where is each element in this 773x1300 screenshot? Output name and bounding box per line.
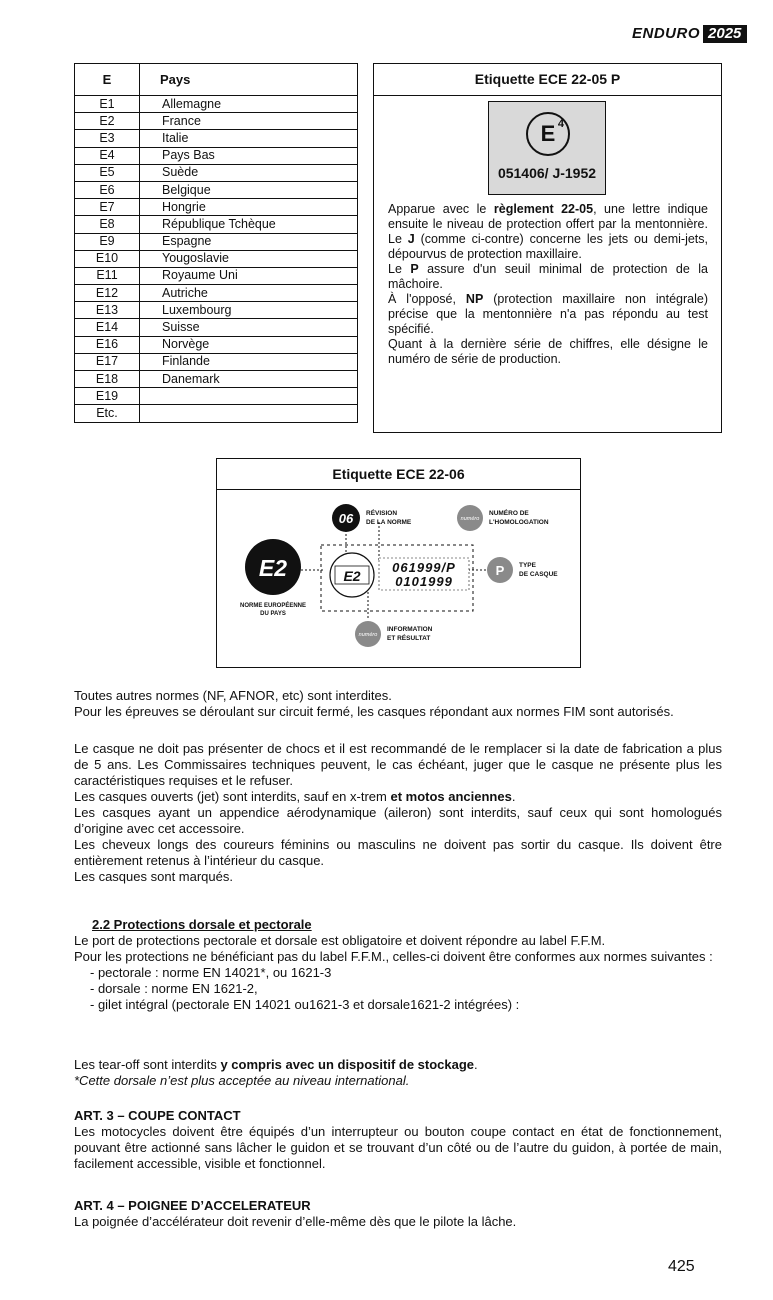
cell-code: E5 (75, 164, 140, 181)
text-run: assure d'un seuil minimal de protection de la mâchoire. (388, 262, 708, 291)
table-header-code: E (75, 64, 140, 96)
cell-country: Yougoslavie (140, 250, 358, 267)
text-run: À l'opposé, (388, 292, 466, 306)
text-line: Les cheveux longs des coureurs féminins ou masculins ne doivent pas sortir du casque. Ils doivent être entièrement retenus à l’intérieur du casque. (74, 837, 722, 868)
text-run: , une lettre indique ensuite le niveau de protection offert par la mentonnière. Le (388, 202, 709, 246)
cell-code: E9 (75, 233, 140, 250)
footnote: *Cette dorsale n’est plus acceptée au niveau international. (74, 1073, 410, 1088)
type-caption-2: DE CASQUE (519, 571, 558, 578)
country-code-table (74, 63, 358, 423)
cell-code: E14 (75, 319, 140, 336)
section-2-2 (74, 917, 722, 1013)
cell-code: E2 (75, 113, 140, 130)
text-line: Les casques sont marqués. (74, 869, 233, 884)
revision-badge-text: 06 (338, 511, 354, 526)
information-caption-1: INFORMATION (387, 626, 433, 633)
table-row (75, 388, 358, 405)
cell-country: Luxembourg (140, 302, 358, 319)
desc-paragraph (388, 262, 708, 292)
homologation-caption-2: L'HOMOLOGATION (489, 519, 549, 526)
cell-country: Allemagne (140, 96, 358, 113)
list-item: - dorsale : norme EN 1621-2, (90, 981, 258, 996)
text-run: Les tear-off sont interdits (74, 1057, 221, 1072)
table-row (75, 164, 358, 181)
approval-circle (526, 112, 570, 156)
text-line (74, 1057, 722, 1073)
text-run-bold: règlement 22-05 (493, 202, 594, 216)
cell-country (140, 388, 358, 405)
ece-2205-box (373, 63, 722, 433)
cell-code: E1 (75, 96, 140, 113)
text-run-bold: et motos anciennes (390, 789, 512, 804)
table-row (75, 96, 358, 113)
list-item: - pectorale : norme EN 14021*, ou 1621-3 (90, 965, 332, 980)
table-row (75, 199, 358, 216)
cell-code: E18 (75, 371, 140, 388)
cell-country: Belgique (140, 181, 358, 198)
cell-code: E3 (75, 130, 140, 147)
table-row (75, 216, 358, 233)
ece-2206-box (216, 458, 581, 668)
homologation-badge-text: numéro (460, 516, 480, 522)
paragraph-helmet-rules (74, 741, 722, 885)
text-run-bold: J (407, 232, 415, 246)
text-line (74, 789, 722, 805)
desc-paragraph (388, 292, 708, 337)
text-line: Le casque ne doit pas présenter de chocs et il est recommandé de le remplacer si la date de fabrication a plus de 5 ans. Les Commissaires techniques peuvent, le cas échéant, juger que le casque ne présente plus les caractéristiques requises et le refuser. (74, 741, 722, 788)
cell-country: Pays Bas (140, 147, 358, 164)
table-row (75, 233, 358, 250)
text-line: Le port de protections pectorale et dorsale est obligatoire et doivent répondre au label F.F.M. (74, 933, 606, 948)
list-item: - gilet intégral (pectorale EN 14021 ou1621-3 et dorsale1621-2 intégrées) : (90, 997, 520, 1012)
page-number: 425 (668, 1258, 695, 1275)
information-caption-2: ET RÉSULTAT (387, 635, 431, 642)
cell-code: Etc. (75, 405, 140, 422)
cell-country: France (140, 113, 358, 130)
text-run: (comme ci-contre) concerne les jets ou demi-jets, dépourvus de protection maxillaire. (388, 232, 708, 261)
homologation-caption-1: NUMÉRO DE (489, 510, 529, 517)
code-line-1: 061999/P (392, 560, 456, 575)
cell-country: Italie (140, 130, 358, 147)
text-run-bold: P (410, 262, 419, 276)
text-run: Le (388, 262, 411, 276)
text-run: . (511, 789, 516, 804)
ece-2206-label-diagram (217, 490, 579, 667)
article-3 (74, 1108, 722, 1172)
text-run: Apparue avec le (388, 202, 494, 216)
text-run-bold: NP (465, 292, 484, 306)
cell-country: République Tchèque (140, 216, 358, 233)
ece-2205-description (388, 202, 708, 367)
cell-country: Suède (140, 164, 358, 181)
cell-country: Autriche (140, 285, 358, 302)
article-title: ART. 3 – COUPE CONTACT (74, 1108, 241, 1123)
cell-country: Danemark (140, 371, 358, 388)
cell-code: E11 (75, 267, 140, 284)
text-line: Pour les protections ne bénéficiant pas du label F.F.M., celles-ci doivent être conformes aux normes suivantes : (74, 949, 713, 964)
country-badge-text: E2 (258, 555, 288, 581)
table-row (75, 405, 358, 422)
cell-country: Espagne (140, 233, 358, 250)
information-badge-text: numéro (358, 632, 378, 638)
country-caption-1: NORME EUROPÉENNE (239, 603, 307, 609)
desc-paragraph (388, 202, 708, 262)
ece-2206-title: Etiquette ECE 22-06 (217, 459, 580, 490)
cell-code: E17 (75, 353, 140, 370)
text-run: . (474, 1057, 478, 1072)
cell-code: E7 (75, 199, 140, 216)
table-row (75, 147, 358, 164)
text-run: (protection maxillaire non intégrale) précise que la mentonnière n'a pas répondu au test spécifié. (388, 292, 708, 336)
table-row (75, 130, 358, 147)
code-line-2: 0101999 (395, 574, 453, 589)
table-row (75, 250, 358, 267)
approval-code: 051406/ J-1952 (497, 165, 597, 181)
paragraph-norms (74, 688, 722, 720)
text-line: La poignée d’accélérateur doit revenir d’elle-même dès que le pilote la lâche. (74, 1214, 517, 1229)
ece-2205-label-image (488, 101, 606, 195)
approval-number: 4 (557, 118, 564, 130)
cell-country (140, 405, 358, 422)
text-line: Pour les épreuves se déroulant sur circuit fermé, les casques répondant aux normes FIM sont autorisés. (74, 704, 674, 719)
cell-country: Suisse (140, 319, 358, 336)
cell-code: E4 (75, 147, 140, 164)
approval-letter: E (540, 121, 556, 146)
type-caption-1: TYPE (519, 562, 536, 569)
text-run-bold: y compris avec un dispositif de stockage (220, 1057, 475, 1072)
table-row (75, 267, 358, 284)
cell-code: E12 (75, 285, 140, 302)
cell-code: E19 (75, 388, 140, 405)
cell-country: Norvège (140, 336, 358, 353)
country-caption-2: DU PAYS (260, 611, 286, 617)
article-4 (74, 1198, 722, 1230)
table-row (75, 353, 358, 370)
header-word: ENDURO (632, 25, 701, 42)
text-line: Toutes autres normes (NF, AFNOR, etc) sont interdites. (74, 688, 392, 703)
cell-country: Finlande (140, 353, 358, 370)
revision-caption-1: RÉVISION (366, 510, 398, 517)
document-header (632, 25, 747, 43)
inner-approval-text: E2 (343, 568, 361, 584)
cell-code: E13 (75, 302, 140, 319)
section-title: 2.2 Protections dorsale et pectorale (92, 917, 312, 932)
table-row (75, 319, 358, 336)
table-row (75, 285, 358, 302)
table-header-country: Pays (140, 64, 358, 96)
cell-code: E10 (75, 250, 140, 267)
cell-country: Royaume Uni (140, 267, 358, 284)
article-title: ART. 4 – POIGNEE D’ACCELERATEUR (74, 1198, 311, 1213)
paragraph-tear-off (74, 1057, 722, 1089)
cell-code: E6 (75, 181, 140, 198)
table-row (75, 181, 358, 198)
text-run: Les casques ouverts (jet) sont interdits, sauf en x-trem (74, 789, 391, 804)
text-line: Les motocycles doivent être équipés d’un interrupteur ou bouton coupe contact en état de fonctionnement, pouvant être actionné sans lâcher le guidon et se trouvant d’un côté ou de l’autre du guidon, à portée de main, facilement accessible, visible et fonctionnel. (74, 1124, 722, 1171)
revision-caption-2: DE LA NORME (366, 519, 412, 526)
cell-country: Hongrie (140, 199, 358, 216)
table-row (75, 371, 358, 388)
table-body (75, 96, 358, 423)
table-row (75, 302, 358, 319)
header-year: 2025 (703, 25, 747, 43)
ece-2205-title: Etiquette ECE 22-05 P (374, 64, 721, 96)
type-badge-text: P (495, 563, 505, 578)
text-line: Les casques ayant un appendice aérodynamique (aileron) sont interdits, sauf ceux qui sont homologués d’origine avec cet accessoire. (74, 805, 722, 836)
table-row (75, 336, 358, 353)
cell-code: E16 (75, 336, 140, 353)
desc-paragraph: Quant à la dernière série de chiffres, elle désigne le numéro de série de production. (388, 337, 708, 366)
cell-code: E8 (75, 216, 140, 233)
table-row (75, 113, 358, 130)
